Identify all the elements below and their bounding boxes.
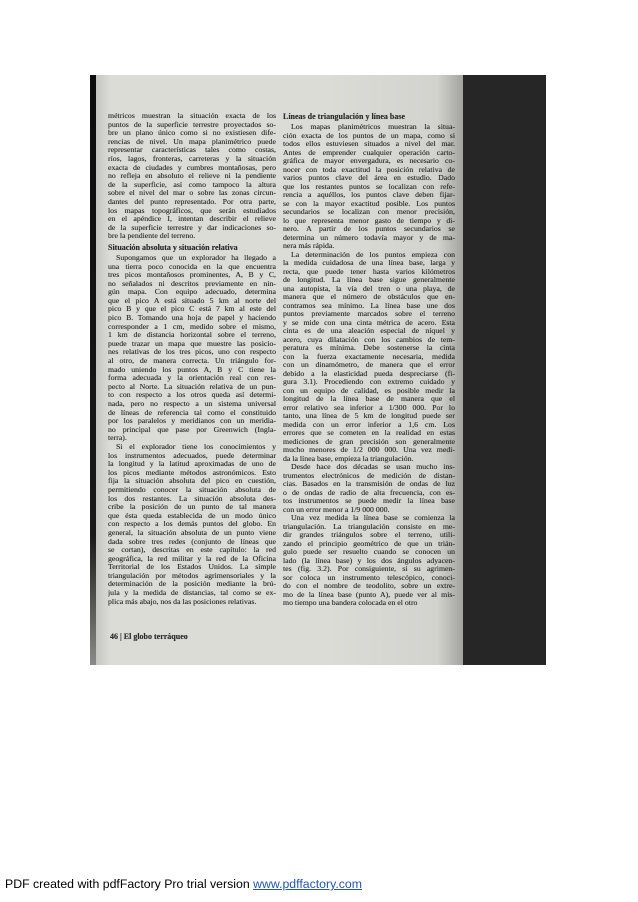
text-line: cribe la posición de un punto de tal manera	[108, 503, 276, 512]
text-line: plica más abajo, nos da las posiciones relativas.	[108, 597, 257, 606]
text-line: Una vez medida la línea base se comienza la	[291, 514, 455, 522]
text-line: rencias de nivel. Un mapa planimétrico puede	[108, 137, 276, 146]
text-line: los picos mediante métodos astronómicos. Esto	[108, 468, 276, 477]
text-line: medida con un error inferior a 1,6 cm. Los	[283, 420, 455, 429]
section-heading: Líneas de triangulación y línea base	[283, 112, 406, 121]
text-line: determinación de la posición mediante la brú-	[108, 580, 276, 589]
text-line: sor coloca un instrumento telescópico, conoci-	[283, 573, 455, 582]
text-line: Antes de emprender cualquier operación carto-	[283, 148, 455, 157]
text-line: cinta es de una aleación especial de níquel y	[283, 327, 455, 335]
text-line: Territorial de los Estados Unidos. La simple	[108, 563, 276, 572]
page-folio: 46 | El globo terráqueo	[110, 632, 188, 641]
right-text-column	[283, 110, 455, 608]
text-line: mediciones de gran precisión son generalmente	[283, 437, 455, 446]
text-line: nada, pero no respecto a un sistema universal	[108, 400, 276, 408]
text-line: métricos muestran la situación exacta de los	[108, 112, 276, 120]
text-line: pecto al Norte. La situación relativa de un pun-	[108, 382, 276, 391]
text-line: fija la situación absoluta del pico en cuestión,	[108, 477, 276, 486]
text-line: en el apéndice I, intentan describir el relieve	[108, 215, 276, 224]
text-line: error relativo sea inferior a 1/300 000. Por lo	[283, 403, 455, 412]
text-line: determina un número todavía mayor y de ma-	[283, 233, 455, 242]
text-line: Desde hace dos décadas se usan mucho ins-	[291, 463, 455, 471]
text-line: una autopista, la vía del tren o una playa, de	[283, 284, 455, 293]
text-line: gulo puede ser resuelto cuando se conocen un	[283, 548, 455, 556]
text-line: ción exacta de los puntos de un mapa, como si	[283, 131, 455, 140]
text-line: 1 km de distancia horizontal sobre el terreno,	[108, 331, 276, 340]
text-line: sobre el nivel del mar o sobre las zonas circun-	[108, 189, 276, 198]
text-line: la longitud y la latitud aproximadas de uno de	[108, 460, 276, 469]
text-line: gura 3.1). Procediendo con extremo cuidado y	[283, 378, 455, 386]
text-line: de líneas de referencia tal como el constituido	[108, 408, 276, 417]
text-line: con respecto a los demás puntos del globo. En	[108, 520, 276, 529]
text-line: o de ondas de radio de alta frecuencia, con es-	[283, 488, 455, 497]
text-line: no principal que pase por Greenwich (Ingla-	[108, 425, 276, 434]
text-line: mo de la línea base (punto A), puede ver al mis-	[283, 590, 455, 599]
text-line: mado uniendo los puntos A, B y C tiene la	[108, 365, 276, 374]
text-line: mo tiempo una bandera colocada en el otro	[283, 599, 418, 607]
text-line: lado (la línea base) y los dos ángulos adyacen-	[283, 556, 455, 565]
text-line: pico B y que el pico C está 7 km al este del	[108, 305, 276, 314]
text-line: acero, cuya dilatación con los cambios de tem-	[283, 335, 455, 344]
text-line: representar características tales como costas,	[108, 146, 276, 155]
text-line: corresponder a 1 cm, medido sobre el mismo,	[108, 322, 276, 331]
text-line: forma adecuada y la orientación real con res-	[108, 374, 276, 383]
pdf-creator-banner	[5, 877, 362, 891]
text-line: tos instrumentos se puede medir la línea base	[283, 497, 455, 505]
text-line: y se mide con una cinta métrica de acero. Esta	[283, 318, 455, 327]
text-line: La determinación de los puntos empieza con	[291, 250, 455, 259]
text-line: todos ellos estuviesen situados a nivel del mar.	[283, 140, 455, 148]
text-line: por los paralelos y meridianos con un meridia-	[108, 417, 276, 426]
text-line: los instrumentos adecuados, puede determinar	[108, 451, 276, 460]
text-line: que ésta queda establecida de un modo único	[108, 511, 276, 520]
text-line: nero. A partir de los puntos secundarios se	[283, 225, 455, 233]
text-line: dada sobre tres redes (conjunto de líneas que	[108, 537, 276, 546]
left-text-column	[108, 112, 276, 606]
text-line: bre la pendiente del terreno.	[108, 232, 196, 241]
section-heading: Situación absoluta y situación relativa	[108, 242, 238, 252]
text-line: do con el nombre de teodolito, sobre un extre-	[283, 582, 455, 590]
text-line: da la línea base, empieza la triangulación.	[283, 454, 414, 463]
text-line: puntos de la superficie terrestre proyectados so-	[108, 120, 276, 129]
text-line: secundarios se localizan con menor precisión,	[283, 208, 455, 216]
binding-shadow	[90, 75, 96, 665]
text-line: rencia a aquéllos, los puntos clave deben fijar-	[283, 191, 455, 199]
text-line: to con respecto a los otros queda así determi-	[108, 391, 276, 400]
text-line: mucho menores de 1/2 000 000. Una vez medi-	[283, 446, 455, 454]
text-line: tanto, una línea de 5 km de longitud puede ser	[283, 412, 455, 420]
text-line: se con la mayor exactitud posible. Los puntos	[283, 199, 455, 208]
text-line: que los restantes puntos se localizan con refe-	[283, 182, 455, 191]
pdf-banner-text: PDF created with pdfFactory Pro trial version	[5, 877, 250, 891]
text-line: los dos restantes. La situación absoluta des-	[108, 494, 276, 503]
text-line: la medida cuidadosa de una línea base, larga y	[283, 259, 455, 267]
text-line: no refleja en absoluto el relieve ni la pendiente	[108, 172, 276, 181]
text-line: ríos, lagos, fronteras, carreteras y la situación	[108, 154, 276, 163]
text-line: nocer con toda exactitud la posición relativa de	[283, 165, 455, 174]
text-line: se cortan), descritas en este capítulo: la red	[108, 546, 276, 555]
text-line: nera más rápida.	[283, 242, 335, 250]
text-line: terra).	[108, 434, 127, 443]
text-line: de longitud. La línea base sigue generalmente	[283, 276, 455, 284]
text-line: nes relativas de los tres picos, uno con respecto	[108, 348, 276, 357]
text-line: longitud de la línea base de manera que el	[283, 395, 455, 403]
text-line: con un dinamómetro, de manera que el error	[283, 361, 455, 369]
text-line: manera que el número de obstáculos que en-	[283, 293, 455, 301]
text-line: Los mapas planimétricos muestran la situa-	[291, 123, 455, 131]
text-line: Si el explorador tiene los conocimientos y	[116, 442, 276, 451]
text-line: con un equipo de calidad, es posible medir la	[283, 386, 455, 395]
text-line: peratura es mínima. Debe sostenerse la cinta	[283, 344, 455, 352]
text-line: debido a la elasticidad pueda despreciarse (fi-	[283, 369, 455, 378]
text-line: una tierra poco conocida en la que encuentra	[108, 262, 276, 271]
text-line: dir grandes triángulos sobre el terreno, utili-	[283, 531, 455, 539]
text-line: de la superficie, así como tampoco la altura	[108, 180, 276, 189]
text-line: jula y la medida de distancias, tal como se ex-	[108, 589, 276, 598]
text-line: gún mapa. Con equipo adecuado, determina	[108, 288, 276, 297]
text-line: pico B. Tomando una hoja de papel y haciendo	[108, 314, 276, 323]
text-line: bre un plano único como si no existiesen dife-	[108, 129, 276, 138]
text-line: puede trazar un mapa que muestre las posicio-	[108, 339, 276, 348]
text-line: que el pico A está situado 5 km al norte del	[108, 296, 276, 305]
text-line: con un error menor a 1/9 000 000.	[283, 505, 390, 514]
text-line: al otro, de manera correcta. Un triángulo for-	[108, 357, 276, 366]
text-line: dantes del punto representado. Por otra parte,	[108, 197, 276, 206]
text-line: zando el principio geométrico de que un trián-	[283, 539, 455, 548]
text-line: general, la situación absoluta de un punto viene	[108, 528, 276, 537]
text-line: triangulación. La triangulación consiste en me-	[283, 522, 455, 531]
text-line: recta, que puede tener hasta varios kilómetros	[283, 267, 455, 276]
text-line: geográfica, la red militar y la red de la Oficina	[108, 554, 276, 563]
pdffactory-link[interactable]: www.pdffactory.com	[253, 877, 362, 891]
text-line: tres picos montañosos prominentes, A, B y C,	[108, 271, 276, 280]
text-line: errores que se cometen en la realidad en estas	[283, 429, 455, 437]
text-line: gráfica de mayor envergadura, es necesario co-	[283, 157, 455, 165]
text-line: varios puntos clave del área en estudio. Dado	[283, 174, 455, 182]
text-line: los mapas topográficos, que serán estudiados	[108, 206, 276, 215]
text-line: lo que representa menor gasto de tiempo y di-	[283, 216, 455, 225]
text-line: de la superficie terrestre y dar indicaciones so-	[108, 223, 276, 232]
text-line: Supongamos que un explorador ha llegado a	[116, 253, 276, 262]
text-line: permitiendo conocer la situación absoluta de	[108, 485, 276, 494]
text-line: triangulación por métodos agrimensoriales y la	[108, 571, 276, 580]
text-line: tes (fig. 3.2). Por consiguiente, si su agrimen-	[283, 565, 455, 573]
text-line: cias. Basados en la transmisión de ondas de luz	[283, 480, 455, 488]
text-line: trumentos electrónicos de medición de distan-	[283, 471, 455, 480]
text-line: exacta de ciudades y cumbres montañosas, pero	[108, 163, 276, 172]
text-line: puntos previamente marcados sobre el terreno	[283, 310, 455, 318]
facing-page-shadow	[463, 75, 546, 665]
text-line: no señalados ni descritos previamente en nin-	[108, 279, 276, 288]
text-line: con la fuerza exactamente necesaria, medida	[283, 352, 455, 361]
text-line: contramos sea mínimo. La línea base une dos	[283, 301, 455, 310]
